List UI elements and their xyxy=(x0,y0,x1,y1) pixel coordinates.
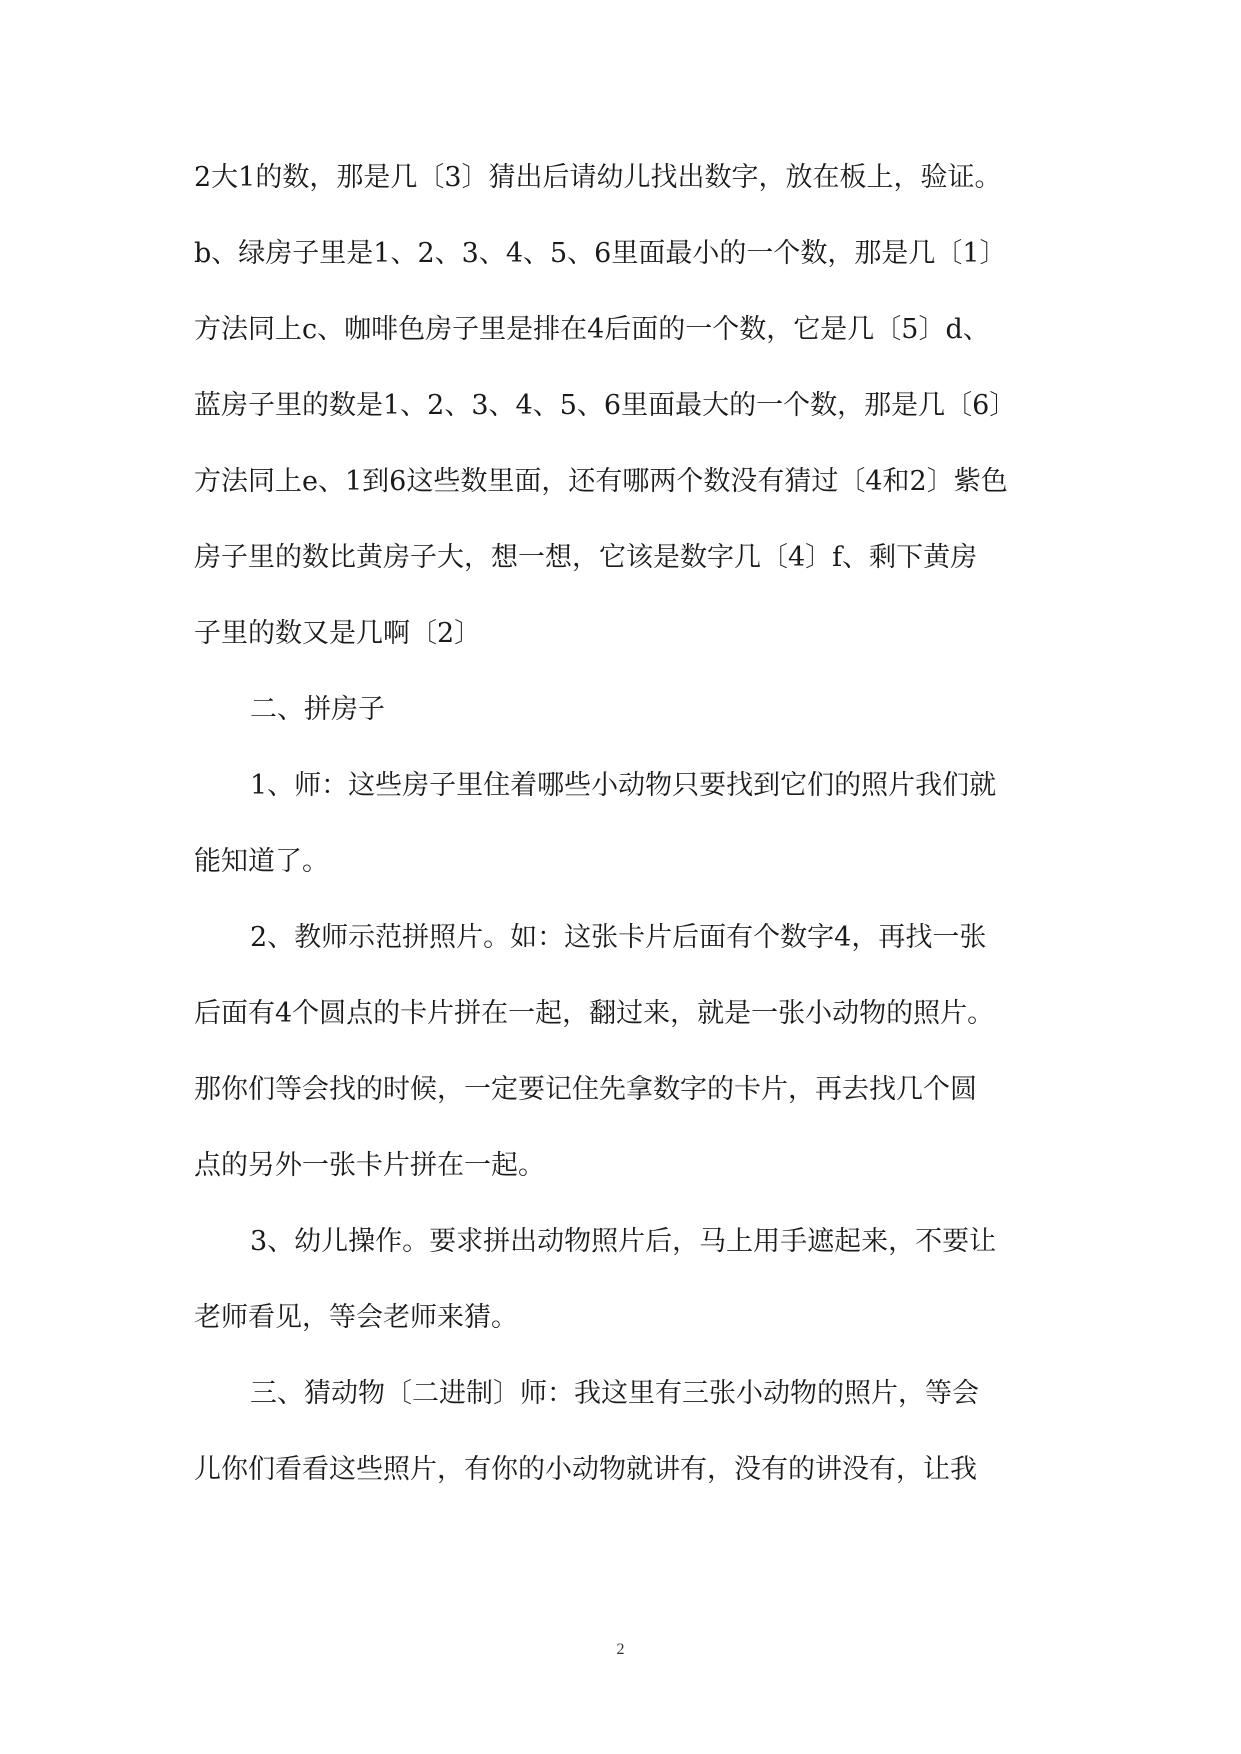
text-line: 3、幼儿操作。要求拼出动物照片后，马上用手遮起来，不要让 xyxy=(250,1226,997,1257)
text-line: 房子里的数比黄房子大，想一想，它该是数字几〔4〕f、剩下黄房 xyxy=(194,542,978,573)
body-text xyxy=(194,152,1074,1520)
text-line: 点的另外一张卡片拼在一起。 xyxy=(194,1150,545,1181)
text-line: 儿你们看看这些照片，有你的小动物就讲有，没有的讲没有，让我 xyxy=(194,1454,977,1485)
text-line: 能知道了。 xyxy=(194,846,329,877)
text-line: 1、师：这些房子里住着哪些小动物只要找到它们的照片我们就 xyxy=(250,770,997,801)
text-line: 老师看见，等会老师来猜。 xyxy=(194,1302,518,1333)
text-line: b、绿房子里是1、2、3、4、5、6里面最小的一个数，那是几〔1〕 xyxy=(194,238,1007,269)
page-number: 2 xyxy=(616,1641,625,1658)
text-line: 子里的数又是几啊〔2〕 xyxy=(194,618,482,649)
section-heading: 三、猜动物〔二进制〕师：我这里有三张小动物的照片，等会 xyxy=(250,1378,979,1409)
text-line: 2大1的数，那是几〔3〕猜出后请幼儿找出数字，放在板上，验证。 xyxy=(194,162,1002,193)
text-line: 蓝房子里的数是1、2、3、4、5、6里面最大的一个数，那是几〔6〕 xyxy=(194,390,1017,421)
text-line: 方法同上e、1到6这些数里面，还有哪两个数没有猜过〔4和2〕紫色 xyxy=(194,466,1008,497)
text-line: 后面有4个圆点的卡片拼在一起，翻过来，就是一张小动物的照片。 xyxy=(194,998,995,1029)
text-line: 那你们等会找的时候，一定要记住先拿数字的卡片，再去找几个圆 xyxy=(194,1074,977,1105)
section-heading: 二、拼房子 xyxy=(250,694,385,725)
text-line: 方法同上c、咖啡色房子里是排在4后面的一个数，它是几〔5〕d、 xyxy=(194,314,990,345)
text-line: 2、教师示范拼照片。如：这张卡片后面有个数字4，再找一张 xyxy=(250,922,987,953)
